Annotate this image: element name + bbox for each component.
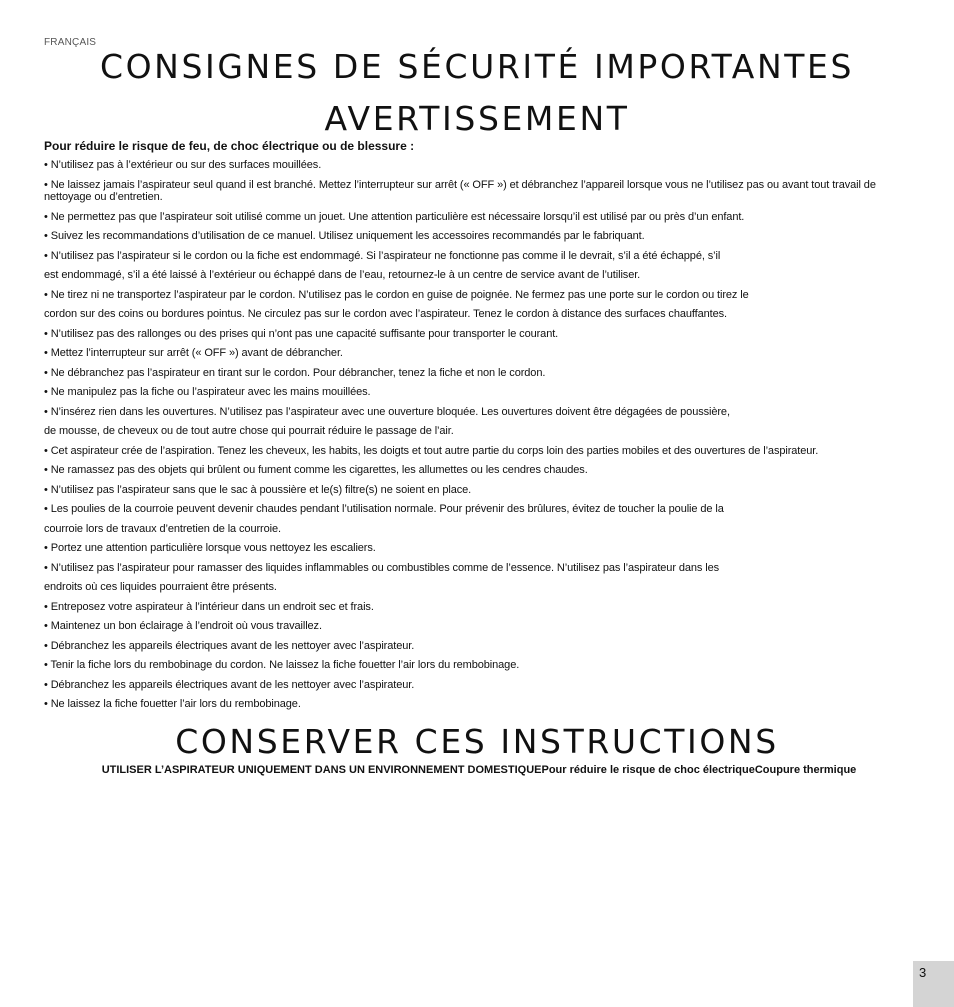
- list-item-text: • Débranchez les appareils électriques avant de les nettoyer avec l’aspirateur.: [44, 639, 415, 652]
- intro-text: Pour réduire le risque de feu, de choc électrique ou de blessure :: [44, 139, 415, 153]
- list-item: [44, 211, 914, 224]
- list-item: [44, 640, 914, 653]
- page-number: 3: [913, 961, 954, 1007]
- list-item-continuation: de mousse, de cheveux ou de tout autre chose qui pourrait réduire le passage de l’air.: [44, 425, 454, 437]
- list-item: [44, 698, 914, 711]
- list-item-text: • Portez une attention particulière lorsque vous nettoyez les escaliers.: [44, 542, 376, 554]
- list-item: [44, 484, 914, 497]
- list-item-text: • Ne tirez ni ne transportez l’aspirateur par le cordon. N’utilisez pas le cordon en guise de poignée. Ne fermez pas une porte sur le cordon ou tirez le: [44, 288, 749, 301]
- warning-heading: AVERTISSEMENT: [324, 99, 630, 138]
- list-item-text: • N’utilisez pas des rallonges ou des prises qui n’ont pas une capacité suffisante pour transporter le courant.: [44, 327, 559, 340]
- list-item-text: • Suivez les recommandations d’utilisation de ce manuel. Utilisez uniquement les accessoires recommandés par le fabriquant.: [44, 230, 645, 242]
- list-item: [44, 562, 914, 594]
- list-item: [44, 542, 914, 555]
- list-item-continuation: endroits où ces liquides pourraient être présents.: [44, 581, 277, 593]
- list-item-continuation: est endommagé, s’il a été laissé à l’extérieur ou échappé dans de l’eau, retournez-le à un centre de service avant de l’utiliser.: [44, 269, 641, 281]
- safety-list: [44, 159, 914, 718]
- language-label: FRANÇAIS: [44, 37, 97, 48]
- list-item-text: • Ne débranchez pas l’aspirateur en tirant sur le cordon. Pour débrancher, tenez la fiche et non le cordon.: [44, 366, 546, 379]
- conserve-instructions-heading: CONSERVER CES INSTRUCTIONS: [175, 722, 779, 761]
- list-item: [44, 406, 914, 438]
- list-item-text: • Ne permettez pas que l’aspirateur soit utilisé comme un jouet. Une attention particulière est nécessaire lorsqu’il est utilisé par ou près d’un enfant.: [44, 210, 745, 223]
- list-item-continuation: cordon sur des coins ou bordures pointus. Ne circulez pas sur le cordon avec l’aspirateur. Tenez le cordon à distance des surfaces chauffantes.: [44, 308, 727, 320]
- list-item-text: • Ne ramassez pas des objets qui brûlent ou fument comme les cigarettes, les allumettes ou les cendres chaudes.: [44, 464, 588, 476]
- list-item-text: • Tenir la fiche lors du rembobinage du cordon. Ne laissez la fiche fouetter l’air lors du rembobinage.: [44, 659, 520, 671]
- list-item-continuation: courroie lors de travaux d’entretien de la courroie.: [44, 522, 281, 535]
- list-item-text: • Ne laissez jamais l’aspirateur seul quand il est branché. Mettez l’interrupteur sur arrêt (« OFF ») et débranchez l’appareil lorsque vous ne l’utilisez pas ou avant tout travail de nettoyage ou d’entretien.: [44, 178, 876, 203]
- list-item-text: • Cet aspirateur crée de l’aspiration. Tenez les cheveux, les habits, les doigts et tout autre partie du corps loin des parties mobiles et des ouvertures de l’aspirateur.: [44, 444, 819, 457]
- list-item-text: • Mettez l’interrupteur sur arrêt (« OFF ») avant de débrancher.: [44, 347, 343, 359]
- list-item-text: • N’utilisez pas à l’extérieur ou sur des surfaces mouillées.: [44, 159, 322, 171]
- list-item: [44, 289, 914, 321]
- list-item-text: • N’utilisez pas l’aspirateur si le cordon ou la fiche est endommagé. Si l’aspirateur ne fonctionne pas comme il le devrait, s’il a été échappé, s’il: [44, 249, 721, 262]
- list-item-text: • Ne laissez la fiche fouetter l’air lors du rembobinage.: [44, 698, 301, 710]
- footer-note: UTILISER L’ASPIRATEUR UNIQUEMENT DANS UN ENVIRONNEMENT DOMESTIQUEPour réduire le risque de choc électriqueCoupure thermique: [101, 764, 857, 776]
- page-title: CONSIGNES DE SÉCURITÉ IMPORTANTES: [99, 47, 855, 86]
- list-item: [44, 445, 914, 458]
- list-item-text: • N’utilisez pas l’aspirateur pour ramasser des liquides inflammables ou combustibles comme de l’essence. N’utilisez pas l’aspirateur dans les: [44, 561, 720, 574]
- list-item: [44, 464, 914, 477]
- list-item: [44, 659, 914, 672]
- list-item: [44, 620, 914, 633]
- list-item: [44, 179, 914, 204]
- list-item: [44, 601, 914, 614]
- list-item-text: • Ne manipulez pas la fiche ou l’aspirateur avec les mains mouillées.: [44, 386, 371, 398]
- list-item: [44, 328, 914, 341]
- list-item-text: • N’utilisez pas l’aspirateur sans que le sac à poussière et le(s) filtre(s) ne soient en place.: [44, 483, 472, 496]
- list-item: [44, 230, 914, 243]
- list-item-text: • Maintenez un bon éclairage à l’endroit où vous travaillez.: [44, 620, 322, 632]
- list-item-text: • Les poulies de la courroie peuvent devenir chaudes pendant l’utilisation normale. Pour prévenir des brûlures, évitez de toucher la poulie de la: [44, 503, 724, 515]
- list-item: [44, 503, 914, 535]
- list-item-text: • N’insérez rien dans les ouvertures. N’utilisez pas l’aspirateur avec une ouverture bloquée. Les ouvertures doivent être dégagées de poussière,: [44, 405, 730, 418]
- list-item: [44, 347, 914, 360]
- list-item-text: • Débranchez les appareils électriques avant de les nettoyer avec l’aspirateur.: [44, 678, 415, 691]
- list-item: [44, 367, 914, 380]
- list-item: [44, 386, 914, 399]
- list-item: [44, 250, 914, 282]
- list-item: [44, 679, 914, 692]
- list-item-text: • Entreposez votre aspirateur à l’intérieur dans un endroit sec et frais.: [44, 600, 374, 613]
- list-item: [44, 159, 914, 172]
